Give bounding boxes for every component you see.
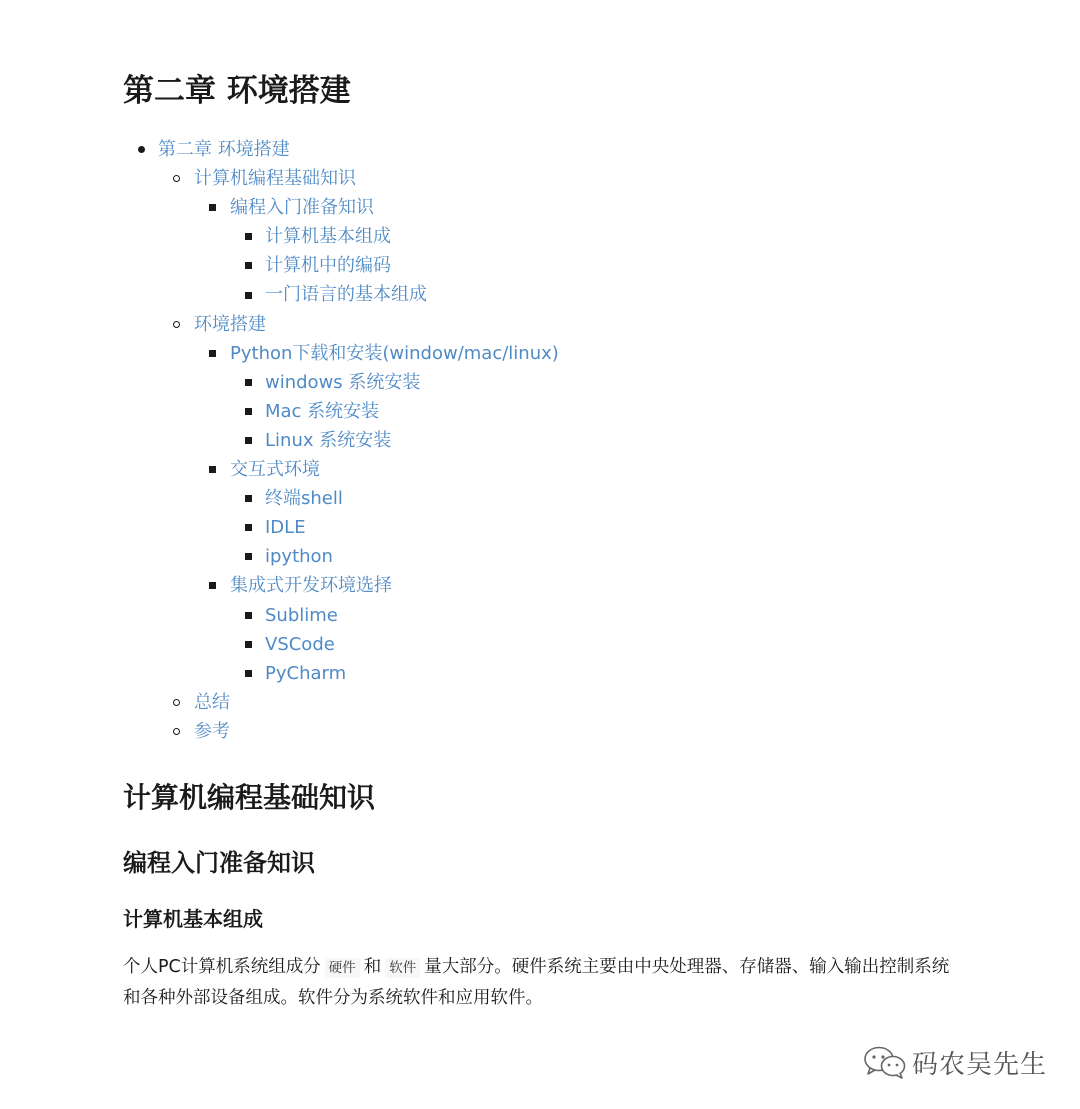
paragraph-text: 量大部分。硬件系统主要由中央处理器、存储器、输入输出控制系统和各种外部设备组成。软件分为系统软件和应用软件。 (123, 957, 950, 1008)
toc-item (123, 164, 559, 193)
page-title: 第二章 环境搭建 (123, 73, 351, 109)
toc-item (123, 251, 559, 280)
square-bullet (245, 262, 252, 269)
toc-link-summary[interactable]: 总结 (194, 691, 230, 713)
toc-item (123, 193, 559, 222)
toc-link-ide-item[interactable]: VSCode (265, 633, 335, 655)
toc-link-prep-item[interactable]: 一门语言的基本组成 (265, 284, 427, 306)
watermark (862, 1042, 1047, 1082)
circle-bullet (173, 175, 180, 182)
toc-link-prep[interactable]: 编程入门准备知识 (230, 197, 374, 219)
toc-item (123, 426, 559, 455)
square-bullet (245, 612, 252, 619)
toc-link-prep-item[interactable]: 计算机中的编码 (265, 255, 391, 277)
toc-item (123, 542, 559, 571)
square-bullet (245, 408, 252, 415)
square-bullet (245, 495, 252, 502)
paragraph-text: 和 (363, 957, 382, 977)
square-bullet (245, 379, 252, 386)
toc-link-interactive[interactable]: 交互式环境 (230, 459, 320, 481)
toc-link-interactive-item[interactable]: IDLE (265, 517, 306, 539)
toc-item (123, 484, 559, 513)
square-bullet (245, 670, 252, 677)
circle-bullet (173, 321, 180, 328)
paragraph-text: 个人PC计算机系统组成分 (123, 957, 321, 977)
toc-item (123, 135, 559, 164)
toc-link-interactive-item[interactable]: ipython (265, 546, 333, 568)
toc-link-ide-item[interactable]: Sublime (265, 604, 338, 626)
toc-link-ide[interactable]: 集成式开发环境选择 (230, 575, 392, 597)
square-bullet (245, 437, 252, 444)
square-bullet (209, 582, 216, 589)
table-of-contents (123, 135, 559, 746)
toc-item (123, 688, 559, 717)
toc-item (123, 397, 559, 426)
toc-link-basics[interactable]: 计算机编程基础知识 (194, 168, 356, 190)
circle-bullet (173, 728, 180, 735)
toc-link-python-item[interactable]: windows 系统安装 (265, 371, 421, 393)
wechat-icon (862, 1045, 908, 1079)
toc-item (123, 222, 559, 251)
square-bullet (245, 233, 252, 240)
toc-link-python[interactable]: Python下载和安装(window/mac/linux) (230, 342, 559, 364)
square-bullet (245, 553, 252, 560)
toc-item (123, 368, 559, 397)
toc-item (123, 601, 559, 630)
toc-item (123, 630, 559, 659)
inline-code: 软件 (385, 958, 420, 978)
square-bullet (209, 466, 216, 473)
square-bullet (209, 350, 216, 357)
toc-link-ide-item[interactable]: PyCharm (265, 662, 347, 684)
toc-link-interactive-item[interactable]: 终端shell (265, 488, 343, 510)
inline-code: 硬件 (325, 958, 360, 978)
toc-item (123, 280, 559, 309)
toc-link-env[interactable]: 环境搭建 (194, 313, 266, 335)
square-bullet (209, 204, 216, 211)
section-heading: 计算机编程基础知识 (123, 781, 376, 814)
subsection-heading: 编程入门准备知识 (123, 849, 315, 877)
toc-item (123, 717, 559, 746)
toc-item (123, 339, 559, 368)
circle-bullet (173, 699, 180, 706)
toc-item (123, 455, 559, 484)
toc-item (123, 571, 559, 600)
watermark-text: 码农吴先生 (912, 1049, 1048, 1080)
square-bullet (245, 641, 252, 648)
body-paragraph (123, 952, 953, 1013)
toc-item (123, 513, 559, 542)
square-bullet (245, 292, 252, 299)
subsubsection-heading: 计算机基本组成 (123, 907, 263, 931)
toc-item (123, 659, 559, 688)
toc-link-python-item[interactable]: Linux 系统安装 (265, 429, 392, 451)
toc-link-chapter[interactable]: 第二章 环境搭建 (158, 139, 290, 160)
toc-link-prep-item[interactable]: 计算机基本组成 (265, 226, 391, 248)
toc-link-python-item[interactable]: Mac 系统安装 (265, 400, 380, 422)
toc-link-reference[interactable]: 参考 (194, 720, 230, 742)
disc-bullet (138, 146, 145, 153)
square-bullet (245, 524, 252, 531)
toc-item (123, 310, 559, 339)
